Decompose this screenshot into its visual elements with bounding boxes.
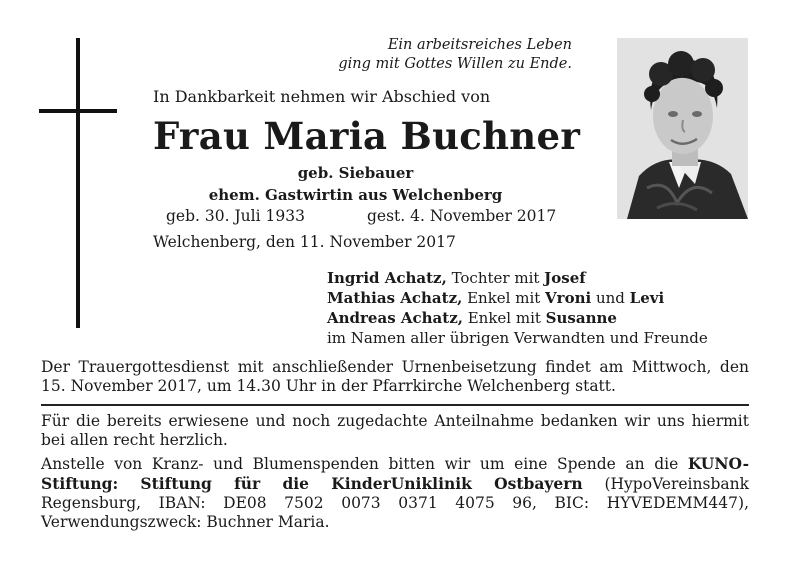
mourner-partner: Josef [544, 269, 586, 287]
quote-line-2: ging mit Gottes Willen zu Ende. [338, 56, 572, 72]
quote-line-1: Ein arbeitsreiches Leben [387, 37, 572, 53]
memorial-quote [300, 36, 572, 74]
mourner-row [327, 308, 708, 328]
donation-request [41, 454, 749, 532]
birth-date: geb. 30. Juli 1933 [166, 207, 305, 225]
mourner-partner: Vroni [545, 289, 592, 307]
cross-icon [76, 38, 80, 328]
mourners-others: im Namen aller übrigen Verwandten und Freunde [327, 329, 708, 347]
death-date: gest. 4. November 2017 [367, 207, 557, 225]
place-and-date: Welchenberg, den 11. November 2017 [153, 233, 456, 251]
donation-organization: KUNO-Stiftung: Stiftung für die KinderUniklinik Ostbayern [41, 454, 749, 493]
mourner-name: Andreas Achatz, [327, 309, 463, 327]
mourner-name: Ingrid Achatz, [327, 269, 447, 287]
mourners-list [327, 268, 708, 348]
mourner-name: Mathias Achatz, [327, 289, 463, 307]
mourner-relation: Enkel mit [462, 309, 546, 327]
donation-pre: Anstelle von Kranz- und Blumenspenden bitten wir um eine Spende an die [41, 455, 688, 473]
mourner-partner-2: Levi [629, 289, 665, 307]
mourner-conjunction: und [591, 289, 630, 307]
cross-icon-bar [39, 109, 117, 113]
divider [41, 404, 749, 406]
thanks-text: Für die bereits erwiesene und noch zugedachte Anteilnahme bedanken wir uns hiermit bei allen recht herzlich. [41, 412, 749, 449]
funeral-service-info: Der Trauergottesdienst mit anschließender Urnenbeisetzung findet am Mittwoch, den 15. November 2017, um 14.30 Uhr in der Pfarrkirche Welchenberg statt. [41, 358, 749, 395]
donation-bank-details: (HypoVereinsbank Regensburg, IBAN: DE08 7502 0073 0371 4075 96, BIC: HYVEDEMM447), Verwendungszweck: Buchner Maria. [41, 475, 749, 531]
portrait-icon [617, 38, 748, 219]
maiden-name: geb. Siebauer [297, 164, 414, 182]
mourner-row [327, 288, 708, 308]
mourner-relation: Tochter mit [446, 269, 545, 287]
occupation: ehem. Gastwirtin aus Welchenberg [208, 186, 503, 204]
intro-text: In Dankbarkeit nehmen wir Abschied von [153, 87, 491, 106]
deceased-name: Frau Maria Buchner [153, 114, 581, 158]
mourner-relation: Enkel mit [462, 289, 546, 307]
mourner-partner: Susanne [545, 309, 617, 327]
portrait-photo [617, 38, 748, 219]
mourner-row [327, 268, 708, 288]
